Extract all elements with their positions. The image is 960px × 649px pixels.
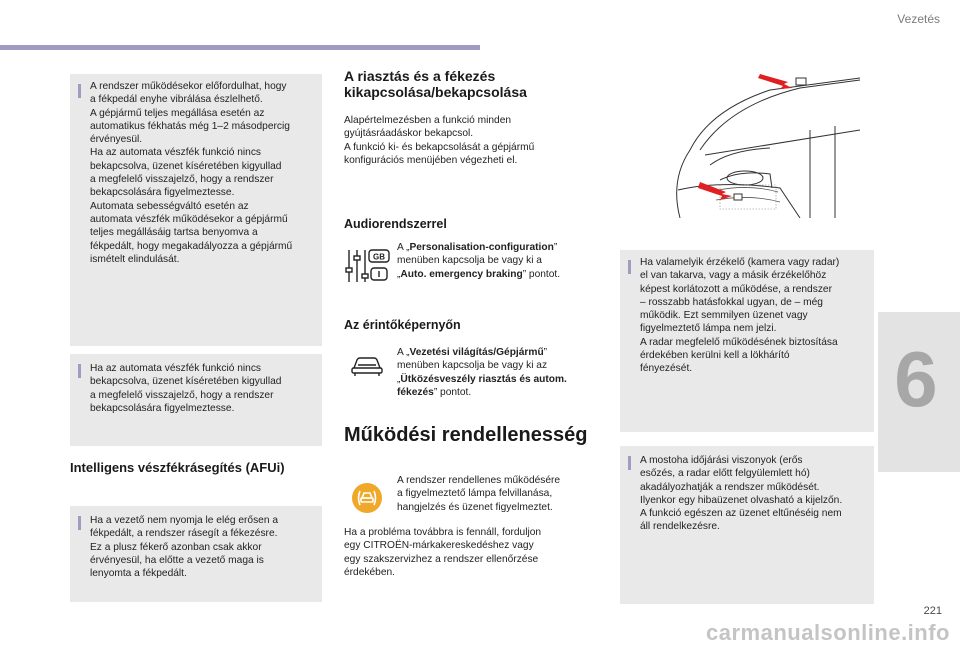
subsection-title-audio: Audiorendszerrel [344, 217, 447, 231]
note-box-weather [620, 446, 874, 604]
note-text: A mostoha időjárási viszonyok (erős esőzés, a radar előtt felgyülemlett hó) akadályozhatják a rendszer működését. Ilyenkor egy hibaüzenet olvasható a kijelzőn. A funkció egészen az üzenet eltűnéséig nem áll rendelkezésre. [640, 455, 843, 533]
note-box-sensor-obstruction [620, 250, 874, 432]
note-box-afu [70, 506, 322, 602]
option-name: Ütközésveszély riasztás és autom. fékezés [397, 373, 567, 398]
vehicle-sensor-illustration [660, 70, 874, 218]
note-text: A rendszer működésekor előfordulhat, hogy a fékpedál enyhe vibrálása észlelhető. A gépjármű teljes megállása esetén az automatikus fékhatás még 1–2 másodpercig érvényesül. Ha az automata vészfék funkció nincs bekapcsolva, üzenet kíséretében kigyullad a megfelelő visszajelző, hogy a rendszer bekapcsolására figyelmeztesse. Automata sebességváltó esetén az automata vészfék működésekor a gépjármű teljes megállásáig tartsa benyomva a fékpedált, hogy megakadályozza a gépjármű ismételt elindulását. [90, 81, 293, 265]
note-box-braking-behaviour [70, 74, 322, 346]
menu-name: Vezetési világítás/Gépjármű [409, 347, 544, 358]
note-marker [628, 260, 631, 274]
touchscreen-instruction: A „Vezetési világítás/Gépjármű” menüben kapcsolja be vagy ki az „Ütközésveszély riasztás és autom. fékezés” pontot. [397, 347, 567, 398]
note-marker [628, 456, 631, 470]
intro-text: Alapértelmezésben a funkció minden gyújtásráadáskor bekapcsol. A funkció ki- és bekapcsolását a gépjármű konfigurációs menüjében végezheti el. [344, 115, 535, 166]
note-marker [78, 516, 81, 530]
section-title-afu: Intelligens vészfékrásegítés (AFUi) [70, 460, 285, 475]
chapter-name: Vezetés [897, 12, 940, 26]
car-settings-icon [350, 353, 384, 377]
warning-lamp-icon [350, 481, 384, 515]
watermark: carmanualsonline.info [706, 620, 950, 645]
note-text: Ha az automata vészfék funkció nincs bekapcsolva, üzenet kíséretében kigyullad a megfelelő visszajelző, hogy a rendszer bekapcsolására figyelmeztesse. [90, 363, 282, 414]
option-name: Auto. emergency braking [400, 268, 523, 280]
note-text: Ha a vezető nem nyomja le elég erősen a fékpedált, a rendszer rásegít a fékezésre. Ez a plusz fékerő azonban csak akkor érvényesül, ha előtte a vezető maga is lenyomta a fékpedált. [90, 515, 279, 580]
malfunction-followup: Ha a probléma továbbra is fennáll, forduljon egy CITROËN-márkakereskedéshez vagy egy szakszervizhez a rendszer ellenőrzése érdekében. [344, 527, 542, 578]
audio-settings-icon [345, 246, 391, 286]
malfunction-text: A rendszer rendellenes működésére a figyelmeztető lámpa felvillanása, hangjelzés és üzenet figyelmeztet. [397, 475, 561, 513]
subsection-title-touchscreen: Az érintőképernyőn [344, 318, 461, 332]
header-accent-bar [0, 45, 480, 50]
page-number: 221 [923, 605, 942, 617]
section-title-toggle: A riasztás és a fékezés kikapcsolása/bekapcsolása [344, 68, 527, 100]
chapter-number: 6 [894, 335, 938, 423]
menu-name: Personalisation-configuration [409, 242, 554, 253]
language-label: GB [373, 252, 385, 262]
note-marker [78, 364, 81, 378]
note-text: Ha valamelyik érzékelő (kamera vagy radar) el van takarva, vagy a másik érzékelőhöz képest korlátozott a működése, a rendszer – rosszabb hatásfokkal ugyan, de – még működik. Ezt semmilyen üzenet vagy figyelmeztető lámpa nem jelzi. A radar megfelelő működésének biztosítása érdekében kerülni kell a lökhárító fényezését. [640, 257, 840, 375]
section-title-malfunction: Működési rendellenesség [344, 424, 588, 446]
note-box-inactive-warning [70, 354, 322, 446]
audio-instruction: A „Personalisation-configuration” menüben kapcsolja be vagy ki a „Auto. emergency braking” pontot. [397, 242, 561, 280]
note-marker [78, 84, 81, 98]
